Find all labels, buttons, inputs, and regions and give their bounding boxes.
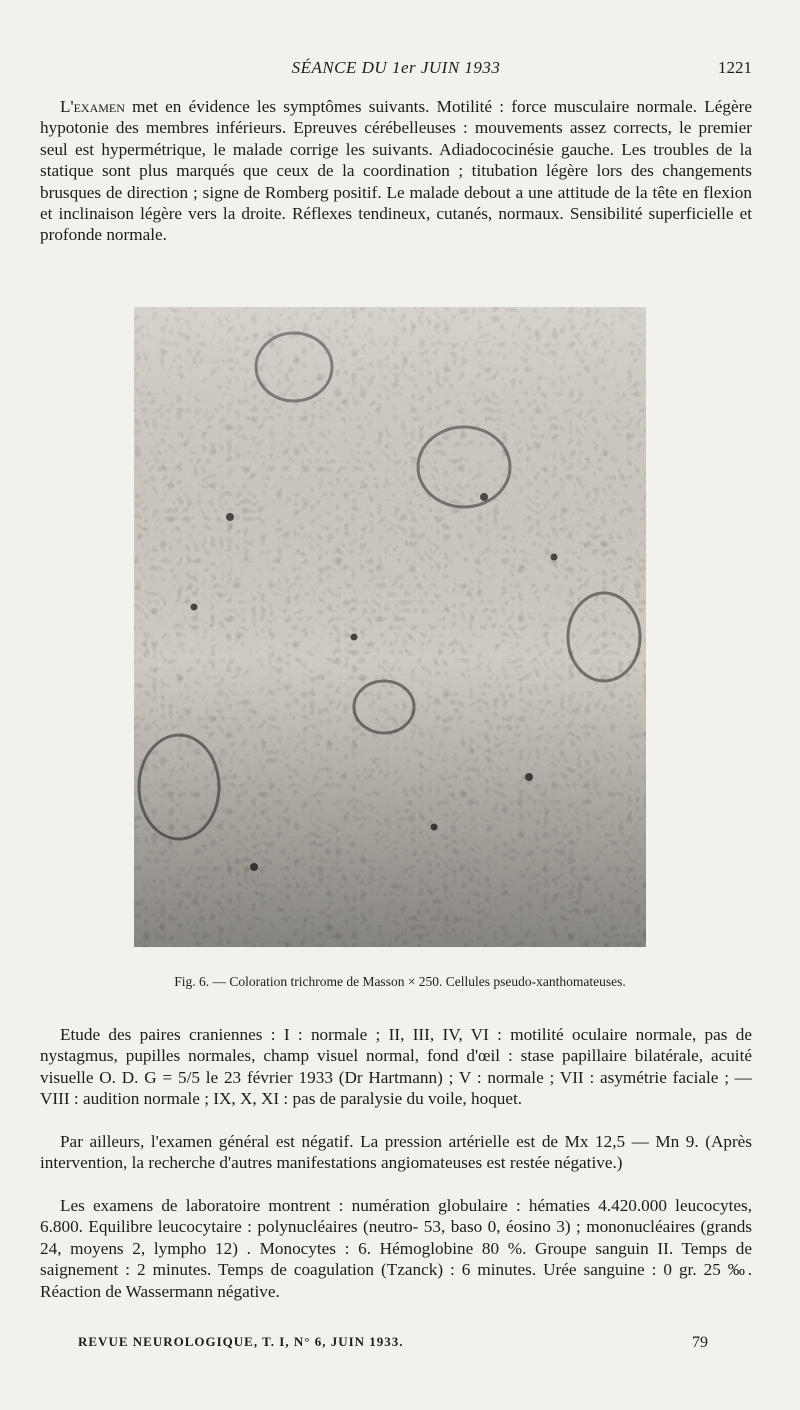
- paragraph-lead: L'examen: [60, 97, 125, 116]
- paragraph-laboratoire: Les examens de laboratoire montrent : numération globulaire : hématies 4.420.000 leucocytes, 6.800. Equilibre leucocytaire : polynucléaires (neutro- 53, baso 0, éosino 3) ; mononucléaires (grands 24, moyens 2, lympho 12) . Monocytes : 6. Hémoglobine 80 %. Groupe sanguin II. Temps de saignement : 2 minutes. Temps de coagulation (Tzanck) : 6 minutes. Urée sanguine : 0 gr. 25 ‰. Réaction de Wassermann négative.: [40, 1196, 752, 1301]
- paragraph-examen-text: met en évidence les symptômes suivants. Motilité : force musculaire normale. Légère hypotonie des membres inférieurs. Epreuves cérébelleuses : mouvements assez corrects, le premier seul est hypermétrique, le malade corrige les suivants. Adiadococinésie gauche. Les troubles de la statique sont plus marqués que ceux de la coordination ; titubation légère lors des changements brusques de direction ; signe de Romberg positif. Le malade debout a une attitude de la tête en flexion et inclinaison légère vers la droite. Réflexes tendineux, cutanés, normaux. Sensibilité superficielle et profonde normale.: [40, 97, 752, 245]
- paragraph-examen: [40, 96, 752, 246]
- sheet-number: 79: [692, 1334, 708, 1351]
- page-number: 1221: [718, 58, 752, 77]
- page-footer: [78, 1334, 708, 1356]
- micrograph-image: [134, 307, 646, 947]
- running-title: SÉANCE DU 1er JUIN 1933: [291, 58, 501, 77]
- paragraph-paires-craniennes: Etude des paires craniennes : I : normale ; II, III, IV, VI : motilité oculaire normale, pas de nystagmus, pupilles normales, champ visuel normal, fond d'œil : stase papillaire bilatérale, acuité visuelle O. D. G = 5/5 le 23 février 1933 (Dr Hartmann) ; V : normale ; VII : asymétrie faciale ; — VIII : audition normale ; IX, X, XI : pas de paralysie du voile, hoquet.: [40, 1025, 752, 1109]
- figure-caption: Fig. 6. — Coloration trichrome de Masson × 250. Cellules pseudo-xanthomateuses.: [174, 974, 626, 989]
- running-header: [40, 58, 752, 82]
- paragraph-examen-general: Par ailleurs, l'examen général est négatif. La pression artérielle est de Mx 12,5 — Mn 9. (Après intervention, la recherche d'autres manifestations angiomateuses est restée négative.): [40, 1132, 752, 1173]
- micrograph-figure: [134, 307, 646, 947]
- journal-citation: REVUE NEUROLOGIQUE, T. I, N° 6, JUIN 1933.: [78, 1334, 404, 1349]
